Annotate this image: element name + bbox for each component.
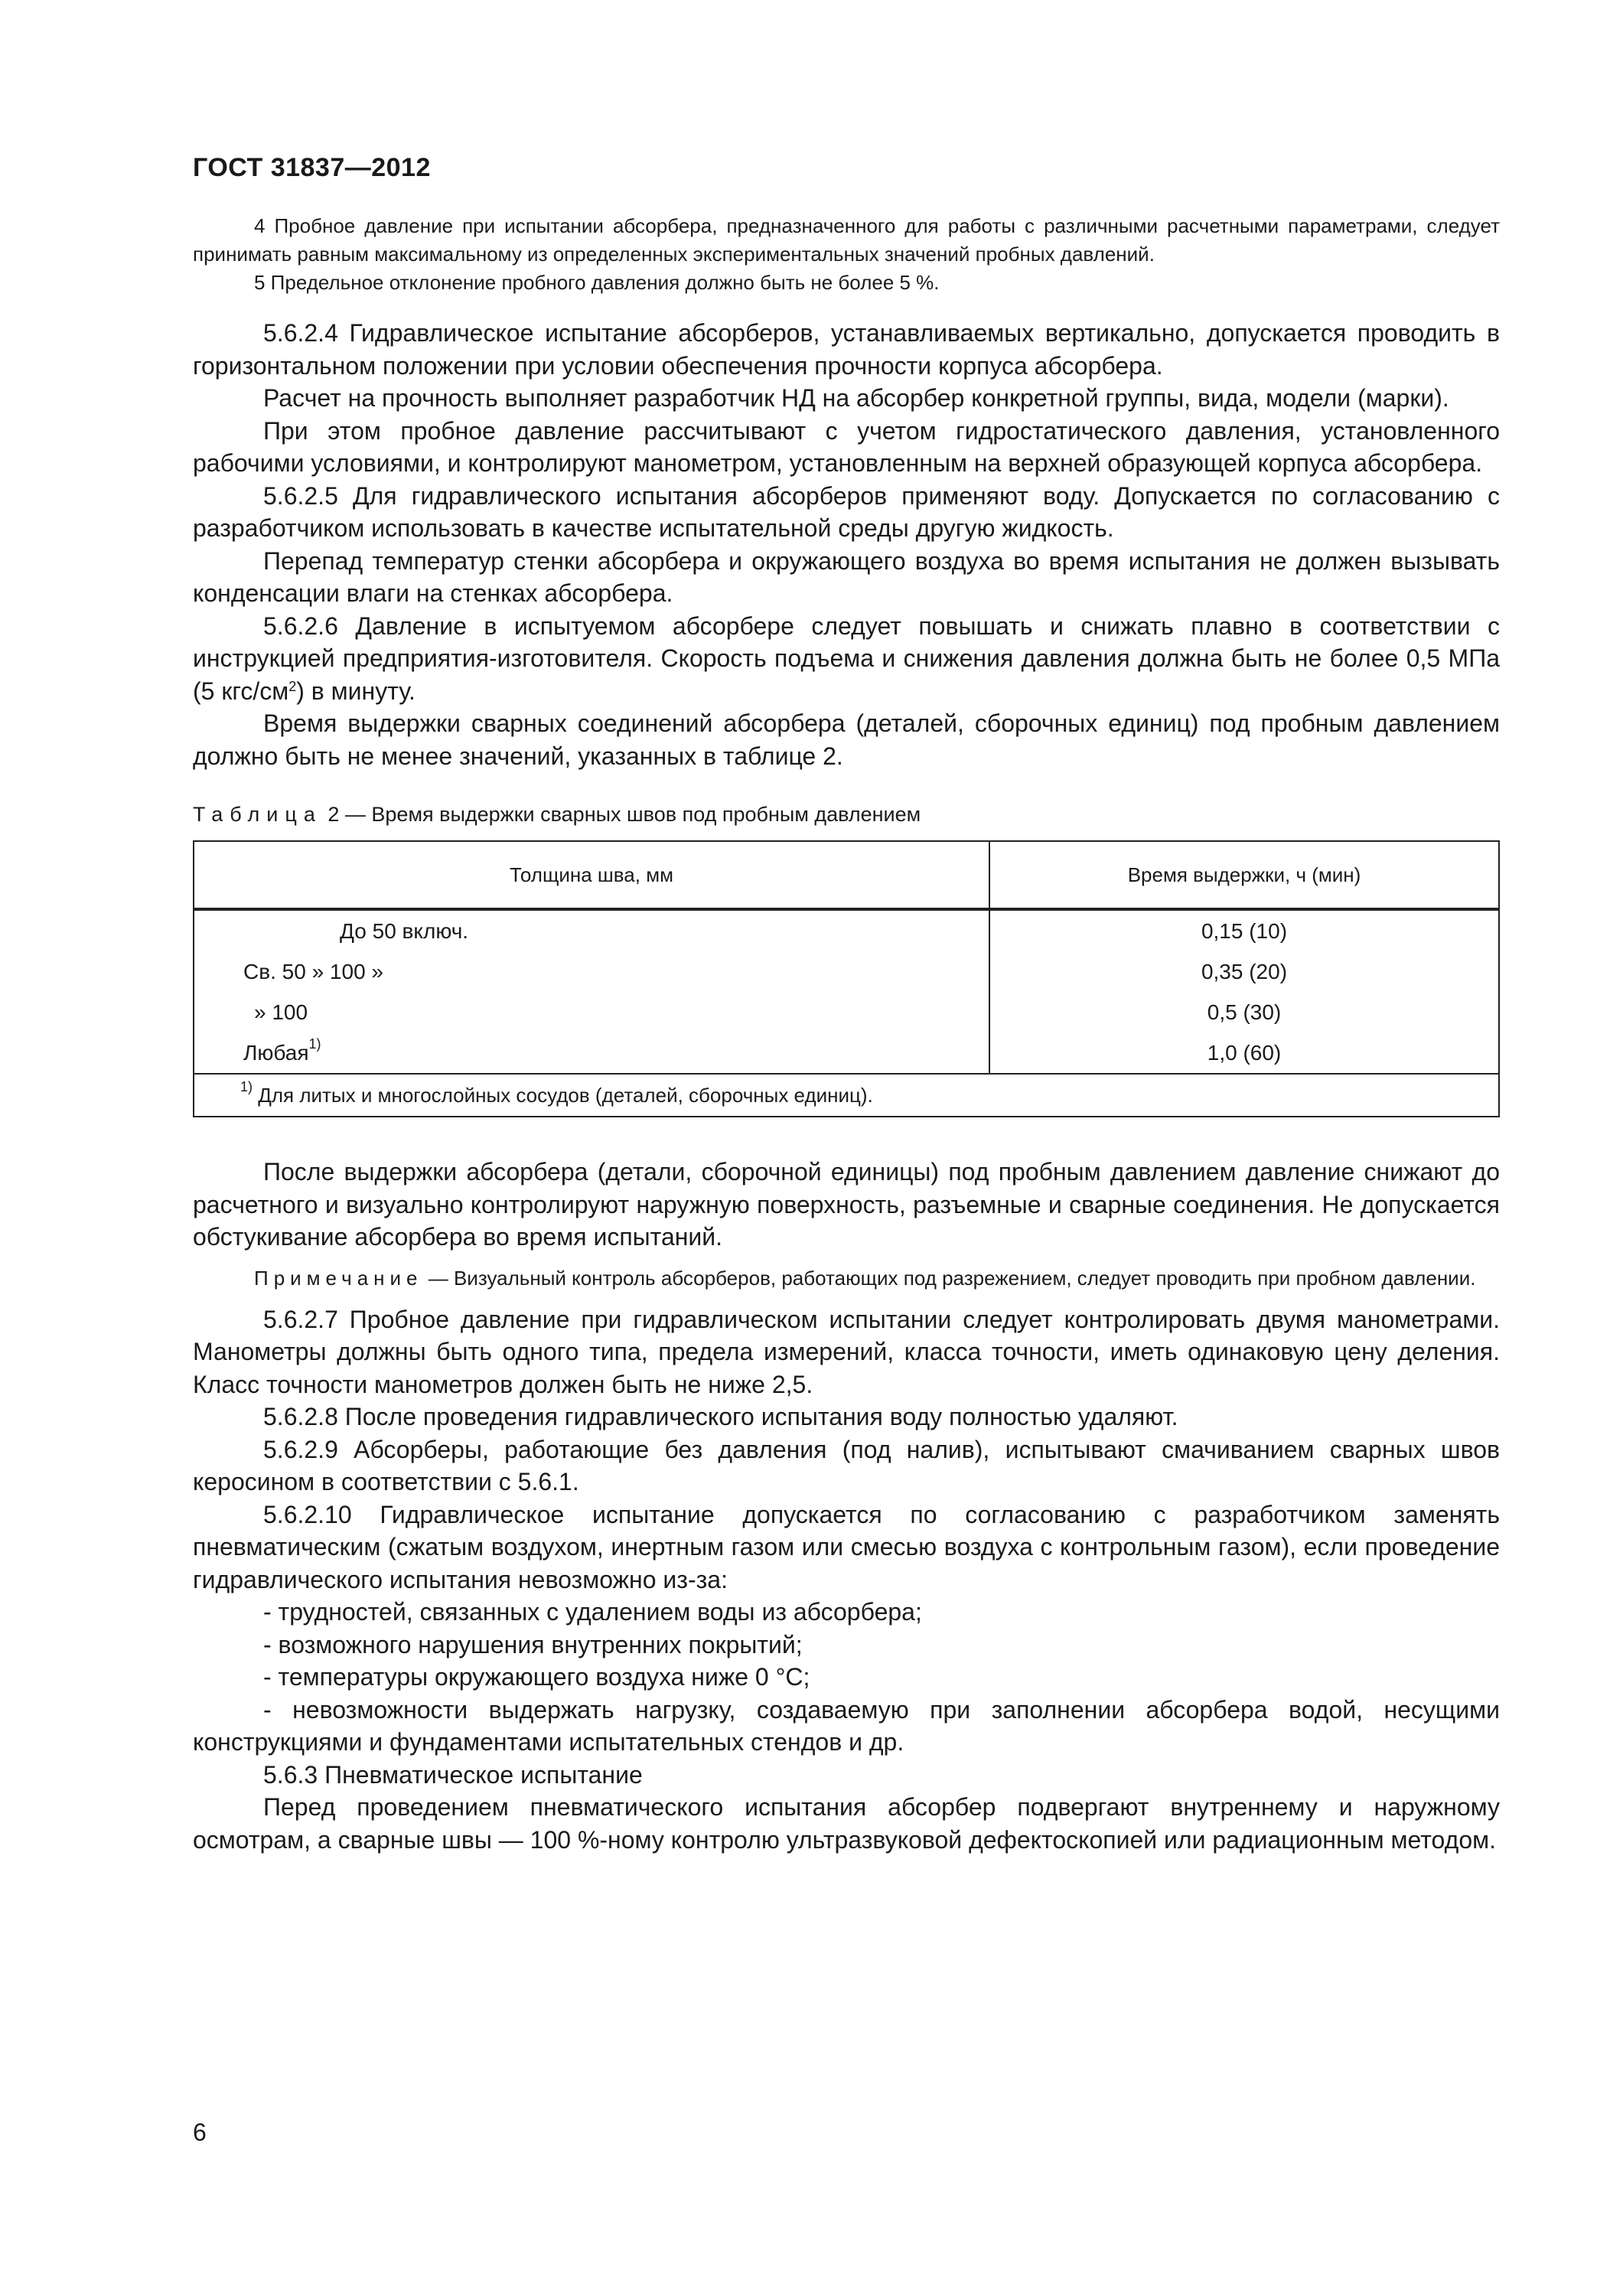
hold-time-table	[193, 840, 1500, 1117]
table-row	[194, 1032, 1499, 1074]
document-page	[193, 153, 1500, 1856]
paragraph-5-6-2-9: 5.6.2.9 Абсорберы, работающие без давления (под налив), испытывают смачиванием сварных швов керосином в соответствии с 5.6.1.	[193, 1435, 1500, 1495]
list-item: - возможного нарушения внутренних покрытий;	[263, 1630, 803, 1658]
paragraph-temperature: Перепад температур стенки абсорбера и окружающего воздуха во время испытания не должен вызывать конденсации влаги на стенках абсорбера.	[193, 546, 1500, 607]
table-caption-label: Таблица	[193, 803, 322, 826]
note-4: 4 Пробное давление при испытании абсорбера, предназначенного для работы с различными расчетными параметрами, следует принимать равным максимальному из определенных экспериментальных значений пробных давлений.	[193, 214, 1500, 266]
header-thickness: Толщина шва, мм	[194, 841, 989, 909]
table-caption	[193, 803, 1500, 827]
table-row	[194, 992, 1499, 1032]
cell-thickness: » 100	[194, 992, 989, 1032]
paragraph-hydrostatic: При этом пробное давление рассчитывают с учетом гидростатического давления, установленного рабочими условиями, и контролируют манометром, установленным на верхней образующей корпуса абсорбера.	[193, 416, 1500, 477]
cell-time: 0,35 (20)	[989, 951, 1499, 992]
cell-time: 0,5 (30)	[989, 992, 1499, 1032]
cell-time: 0,15 (10)	[989, 909, 1499, 951]
cell-thickness: Любая$^{1)}$	[194, 1032, 989, 1074]
header-hold-time: Время выдержки, ч (мин)	[989, 841, 1499, 909]
table-footnote-row	[194, 1074, 1499, 1117]
paragraph-5-6-2-8: 5.6.2.8 После проведения гидравлического испытания воду полностью удаляют.	[263, 1403, 1178, 1430]
note-label: Примечание	[254, 1266, 423, 1290]
paragraph-5-6-2-10: 5.6.2.10 Гидравлическое испытание допускается по согласованию с разработчиком заменять пневматическим (сжатым воздухом, инертным газом или смесью воздуха с контрольным газом), если проведение гидравлического испытания невозможно из-за:	[193, 1500, 1500, 1593]
paragraph-after-hold: После выдержки абсорбера (детали, сборочной единицы) под пробным давлением давление снижают до расчетного и визуально контролируют наружную поверхность, разъемные и сварные соединения. Не допускается обстукивание абсорбера во время испытаний.	[193, 1158, 1500, 1251]
paragraph-5-6-2-4: 5.6.2.4 Гидравлическое испытание абсорберов, устанавливаемых вертикально, допускается проводить в горизонтальном положении при условии обеспечения прочности корпуса абсорбера.	[193, 319, 1500, 380]
table-row	[194, 951, 1499, 992]
cell-thickness: До 50 включ.	[194, 909, 989, 951]
paragraph-5-6-2-5: 5.6.2.5 Для гидравлического испытания абсорберов применяют воду. Допускается по согласованию с разработчиком использовать в качестве испытательной среды другую жидкость.	[193, 481, 1500, 542]
document-code: ГОСТ 31837—2012	[193, 153, 431, 182]
note-5: 5 Предельное отклонение пробного давления должно быть не более 5 %.	[254, 271, 940, 294]
table-row	[194, 909, 1499, 951]
paragraph-pneumatic: Перед проведением пневматического испытания абсорбер подвергают внутреннему и наружному осмотрам, а сварные швы — 100 %-ному контролю ультразвуковой дефектоскопией или радиационным методом.	[193, 1793, 1500, 1854]
table-caption-text: 2 — Время выдержки сварных швов под пробным давлением	[328, 803, 921, 826]
list-item: - трудностей, связанных с удалением воды из абсорбера;	[263, 1598, 922, 1626]
cell-thickness: Св. 50 » 100 »	[194, 951, 989, 992]
footnote-ref: 1)	[308, 1035, 321, 1052]
paragraph-5-6-2-6: 5.6.2.6 Давление в испытуемом абсорбере следует повышать и снижать плавно в соответствии с инструкцией предприятия-изготовителя. Скорость подъема и снижения давления должна быть не более 0,5 МПа (5 кгс/$см^2$) в минуту.	[193, 612, 1500, 705]
cell-time: 1,0 (60)	[989, 1032, 1499, 1074]
table-footnote: $^{1)}$ Для литых и многослойных сосудов (деталей, сборочных единиц).	[194, 1074, 1499, 1117]
section-5-6-3-title: 5.6.3 Пневматическое испытание	[263, 1760, 643, 1789]
note-visual-control: Примечание — Визуальный контроль абсорберов, работающих под разрежением, следует проводить при пробном давлении.	[254, 1266, 1476, 1290]
list-item: - температуры окружающего воздуха ниже 0 °С;	[263, 1663, 810, 1691]
paragraph-hold-time: Время выдержки сварных соединений абсорбера (деталей, сборочных единиц) под пробным давлением должно быть не менее значений, указанных в таблице 2.	[193, 709, 1500, 770]
page-number: 6	[193, 2118, 207, 2146]
list-item: - невозможности выдержать нагрузку, создаваемую при заполнении абсорбера водой, несущими конструкциями и фундаментами испытательных стендов и др.	[193, 1695, 1500, 1756]
table-header-row	[194, 841, 1499, 909]
paragraph-strength-calc: Расчет на прочность выполняет разработчик НД на абсорбер конкретной группы, вида, модели (марки).	[263, 384, 1449, 412]
footnote-mark: 1)	[240, 1078, 253, 1094]
superscript: 2	[288, 678, 297, 694]
paragraph-5-6-2-7: 5.6.2.7 Пробное давление при гидравлическом испытании следует контролировать двумя манометрами. Манометры должны быть одного типа, предела измерений, класса точности, иметь одинаковую цену деления. Класс точности манометров должен быть не ниже 2,5.	[193, 1305, 1500, 1398]
